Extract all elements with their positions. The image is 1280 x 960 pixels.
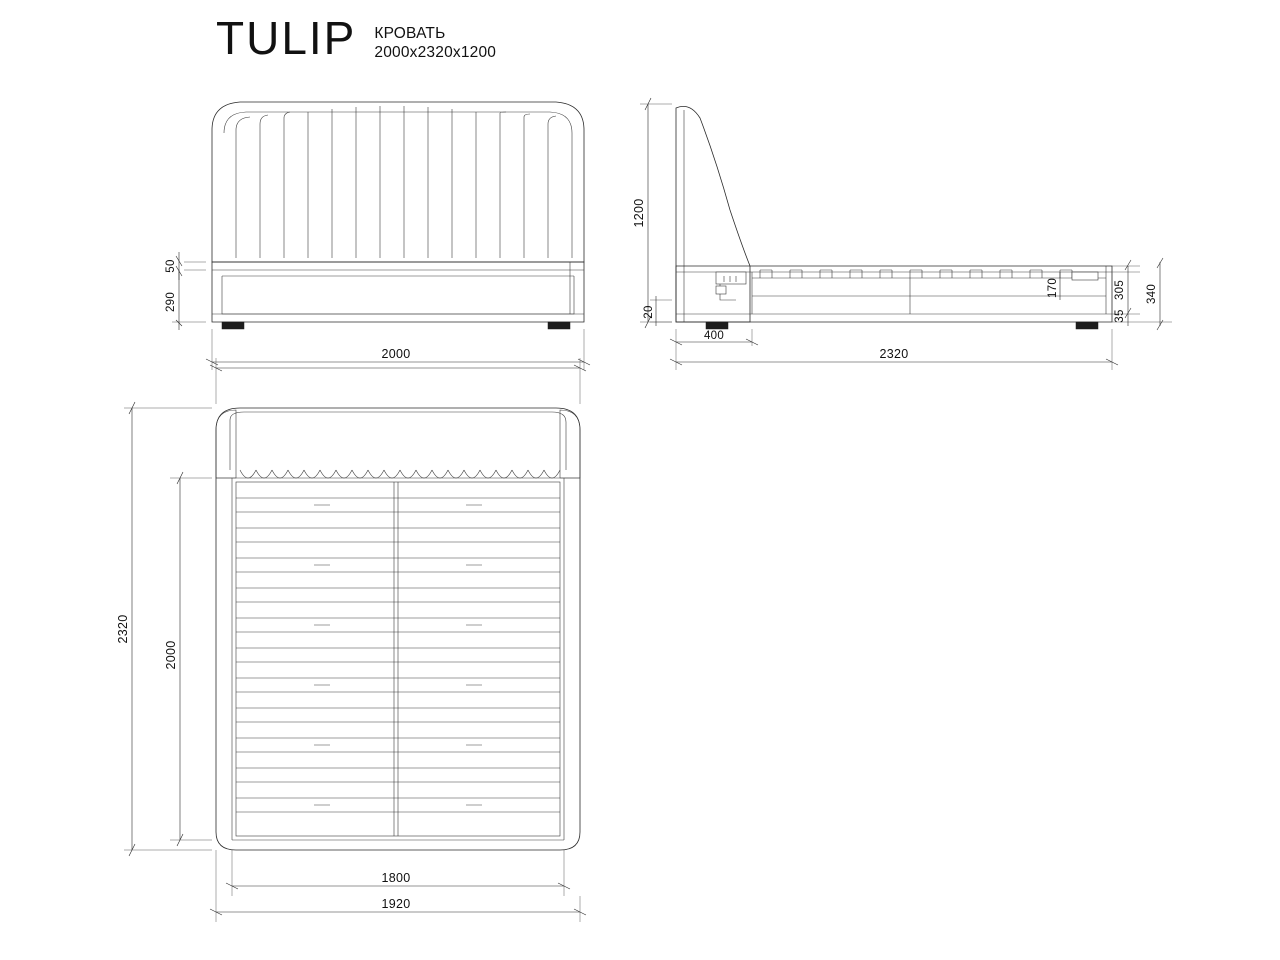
dim-side-305: 305 (1114, 279, 1126, 301)
plan-length-2320-dimension (116, 402, 212, 856)
dim-plan-2320: 2320 (116, 614, 130, 644)
dim-side-2320: 2320 (879, 347, 909, 361)
headboard-channels (236, 106, 556, 258)
dim-front-width-2000: 2000 (381, 347, 411, 361)
overall-dimensions-label: 2000x2320x1200 (374, 44, 497, 61)
dim-plan-1920: 1920 (381, 897, 411, 911)
foot-right (548, 322, 570, 329)
plan-bolster-right (560, 410, 580, 478)
plan-length-2000-dimension (164, 472, 212, 846)
side-headboard-profile (676, 106, 750, 322)
side-20-dimension (643, 296, 672, 326)
dim-side-340: 340 (1146, 283, 1158, 305)
dim-side-170: 170 (1047, 277, 1059, 299)
plan-1800-dimension (226, 850, 570, 896)
plan-headboard-scallops (240, 470, 560, 478)
side-lift-mechanism-detail (716, 272, 746, 300)
dim-front-290: 290 (165, 291, 177, 313)
dim-side-35: 35 (1114, 309, 1126, 323)
side-400-dimension (670, 329, 758, 346)
side-elevation-view (632, 98, 1172, 370)
plan-headboard-inner (230, 412, 566, 470)
page-title: TULIP (216, 12, 357, 64)
plan-top-width-dimension (210, 358, 586, 404)
front-vertical-dimensions (165, 252, 206, 330)
front-elevation-view (165, 102, 590, 370)
side-slat-ticks (760, 270, 1072, 278)
side-height-dimension (632, 98, 672, 328)
top-plan-view (116, 358, 586, 922)
product-type-label: КРОВАТЬ (374, 25, 446, 42)
dim-plan-1800: 1800 (381, 871, 411, 885)
headboard-inner-outline (224, 112, 572, 258)
dim-side-400: 400 (703, 330, 725, 342)
front-width-dimension (206, 329, 590, 370)
side-right-dimensions (1047, 258, 1172, 330)
side-foot-left (706, 322, 728, 329)
base-box-outline (212, 262, 584, 322)
dim-side-20: 20 (643, 305, 655, 319)
side-length-dimension (670, 329, 1118, 370)
dim-plan-2000: 2000 (164, 640, 178, 670)
plan-bolster-left (216, 410, 236, 478)
side-right-bracket-detail (1072, 272, 1098, 280)
headboard-outline (212, 102, 584, 262)
dim-side-1200: 1200 (632, 198, 646, 228)
side-foot-right (1076, 322, 1098, 329)
dim-front-50: 50 (165, 259, 177, 273)
foot-left (222, 322, 244, 329)
base-inner-panel (222, 276, 574, 314)
